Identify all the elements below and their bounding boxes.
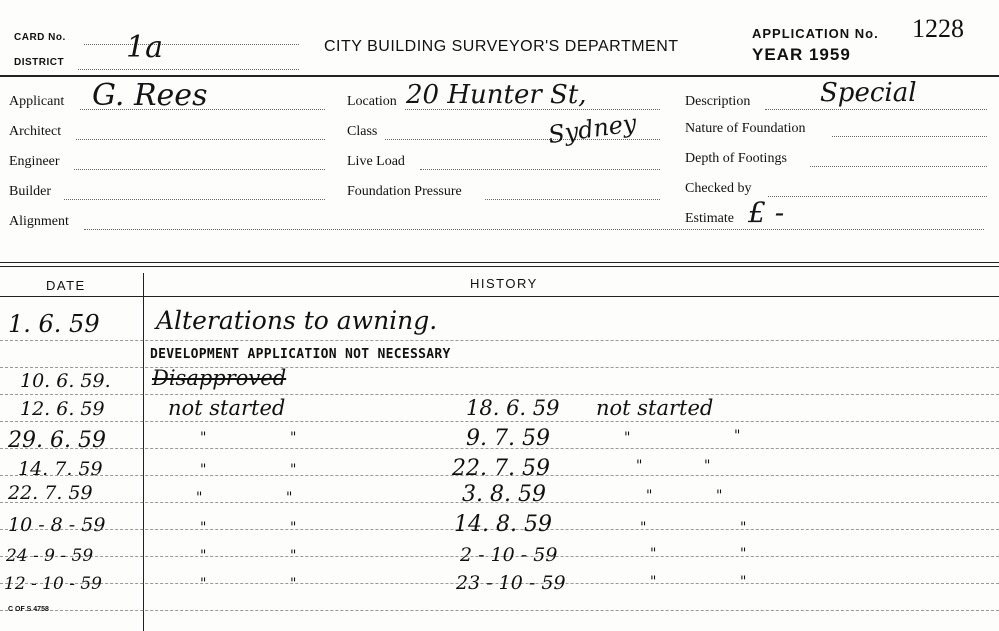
ditto-mark: " bbox=[646, 488, 653, 504]
section-divider-top bbox=[0, 262, 999, 263]
history-date: 22. 7. 59 bbox=[8, 482, 93, 504]
architect-label: Architect bbox=[9, 124, 62, 139]
district-dotted-line bbox=[78, 69, 299, 70]
estimate-label: Estimate bbox=[685, 211, 734, 226]
ditto-mark: " bbox=[200, 548, 207, 564]
history-column-header: HISTORY bbox=[470, 276, 538, 291]
ruled-line bbox=[0, 421, 999, 422]
ditto-mark: " bbox=[290, 462, 297, 478]
ditto-mark: " bbox=[650, 546, 657, 562]
date-column-header: DATE bbox=[46, 278, 86, 293]
foundation-pressure-label: Foundation Pressure bbox=[347, 184, 462, 199]
alignment-label: Alignment bbox=[9, 214, 69, 229]
year-label: YEAR 1959 bbox=[752, 45, 851, 64]
history-date-2: 18. 6. 59 bbox=[466, 396, 560, 420]
ditto-mark: " bbox=[290, 430, 297, 446]
ditto-mark: " bbox=[290, 576, 297, 592]
district-label: DISTRICT bbox=[14, 57, 65, 68]
estimate-value: £ - bbox=[748, 196, 785, 229]
description-label: Description bbox=[685, 94, 751, 109]
class-value: Sydney bbox=[546, 108, 639, 150]
checked-by-label: Checked by bbox=[685, 181, 752, 196]
history-date: 12. 6. 59 bbox=[20, 398, 105, 420]
builder-line bbox=[64, 199, 325, 200]
history-date-2: 2 - 10 - 59 bbox=[460, 544, 558, 566]
history-date-2: 22. 7. 59 bbox=[452, 456, 550, 481]
class-label: Class bbox=[347, 124, 378, 139]
ruled-line bbox=[0, 394, 999, 395]
ditto-mark: " bbox=[640, 520, 647, 536]
description-value: Special bbox=[820, 78, 917, 108]
history-date-2: 23 - 10 - 59 bbox=[456, 572, 566, 594]
ditto-mark: " bbox=[200, 430, 207, 446]
depth-line bbox=[810, 166, 987, 167]
architect-line bbox=[76, 139, 325, 140]
location-value: 20 Hunter St, bbox=[406, 80, 587, 110]
history-date: 29. 6. 59 bbox=[8, 428, 106, 453]
builder-label: Builder bbox=[9, 184, 51, 199]
description-line bbox=[765, 109, 987, 110]
history-date: 1. 6. 59 bbox=[8, 310, 100, 338]
history-date: 10. 6. 59. bbox=[20, 370, 111, 392]
section-divider-bottom bbox=[0, 266, 999, 267]
ditto-mark: " bbox=[200, 462, 207, 478]
card-no-value: 1a bbox=[126, 30, 163, 65]
history-entry: not started bbox=[168, 396, 286, 420]
history-entry: Alterations to awning. bbox=[156, 306, 438, 335]
ruled-line bbox=[0, 610, 999, 611]
alignment-line bbox=[84, 229, 984, 230]
ditto-mark: " bbox=[624, 430, 631, 446]
history-entry: Disapproved bbox=[152, 366, 287, 390]
history-date-2: 9. 7. 59 bbox=[466, 426, 550, 451]
nature-line bbox=[832, 136, 987, 137]
card-no-dotted-line bbox=[84, 44, 299, 45]
applicant-label: Applicant bbox=[9, 94, 65, 109]
engineer-label: Engineer bbox=[9, 154, 60, 169]
form-code: C OF S 4758 bbox=[8, 606, 49, 613]
history-date: 12 - 10 - 59 bbox=[4, 574, 102, 594]
location-label: Location bbox=[347, 94, 397, 109]
development-stamp: DEVELOPMENT APPLICATION NOT NECESSARY bbox=[150, 347, 451, 362]
live-load-label: Live Load bbox=[347, 154, 405, 169]
header-divider bbox=[0, 75, 999, 77]
application-no-label: APPLICATION No. bbox=[752, 26, 879, 41]
depth-of-footings-label: Depth of Footings bbox=[685, 151, 787, 166]
card-no-label: CARD No. bbox=[14, 32, 66, 43]
ditto-mark: " bbox=[290, 520, 297, 536]
date-column-divider bbox=[143, 273, 144, 631]
live-load-line bbox=[420, 169, 660, 170]
ditto-mark: " bbox=[740, 520, 747, 536]
ditto-mark: " bbox=[650, 574, 657, 590]
ditto-mark: " bbox=[200, 576, 207, 592]
foundation-pressure-line bbox=[485, 199, 660, 200]
ditto-mark: " bbox=[716, 488, 723, 504]
engineer-line bbox=[74, 169, 325, 170]
applicant-value: G. Rees bbox=[92, 78, 208, 113]
history-date-2: 14. 8. 59 bbox=[454, 512, 552, 537]
history-date-2: 3. 8. 59 bbox=[462, 482, 546, 507]
history-header-rule bbox=[0, 296, 999, 297]
ditto-mark: " bbox=[734, 428, 741, 444]
ditto-mark: " bbox=[286, 490, 293, 506]
nature-of-foundation-label: Nature of Foundation bbox=[685, 121, 806, 136]
ditto-mark: " bbox=[704, 458, 711, 474]
ruled-line bbox=[0, 340, 999, 341]
department-title: CITY BUILDING SURVEYOR'S DEPARTMENT bbox=[324, 38, 679, 55]
ditto-mark: " bbox=[740, 546, 747, 562]
ditto-mark: " bbox=[196, 490, 203, 506]
history-date: 14. 7. 59 bbox=[18, 458, 103, 480]
ditto-mark: " bbox=[740, 574, 747, 590]
history-date: 24 - 9 - 59 bbox=[6, 546, 94, 566]
ditto-mark: " bbox=[290, 548, 297, 564]
ruled-line bbox=[0, 367, 999, 368]
checked-line bbox=[768, 196, 987, 197]
history-entry-2: not started bbox=[596, 396, 714, 420]
ditto-mark: " bbox=[200, 520, 207, 536]
history-date: 10 - 8 - 59 bbox=[8, 514, 106, 536]
ditto-mark: " bbox=[636, 458, 643, 474]
application-number: 1228 bbox=[912, 14, 964, 43]
